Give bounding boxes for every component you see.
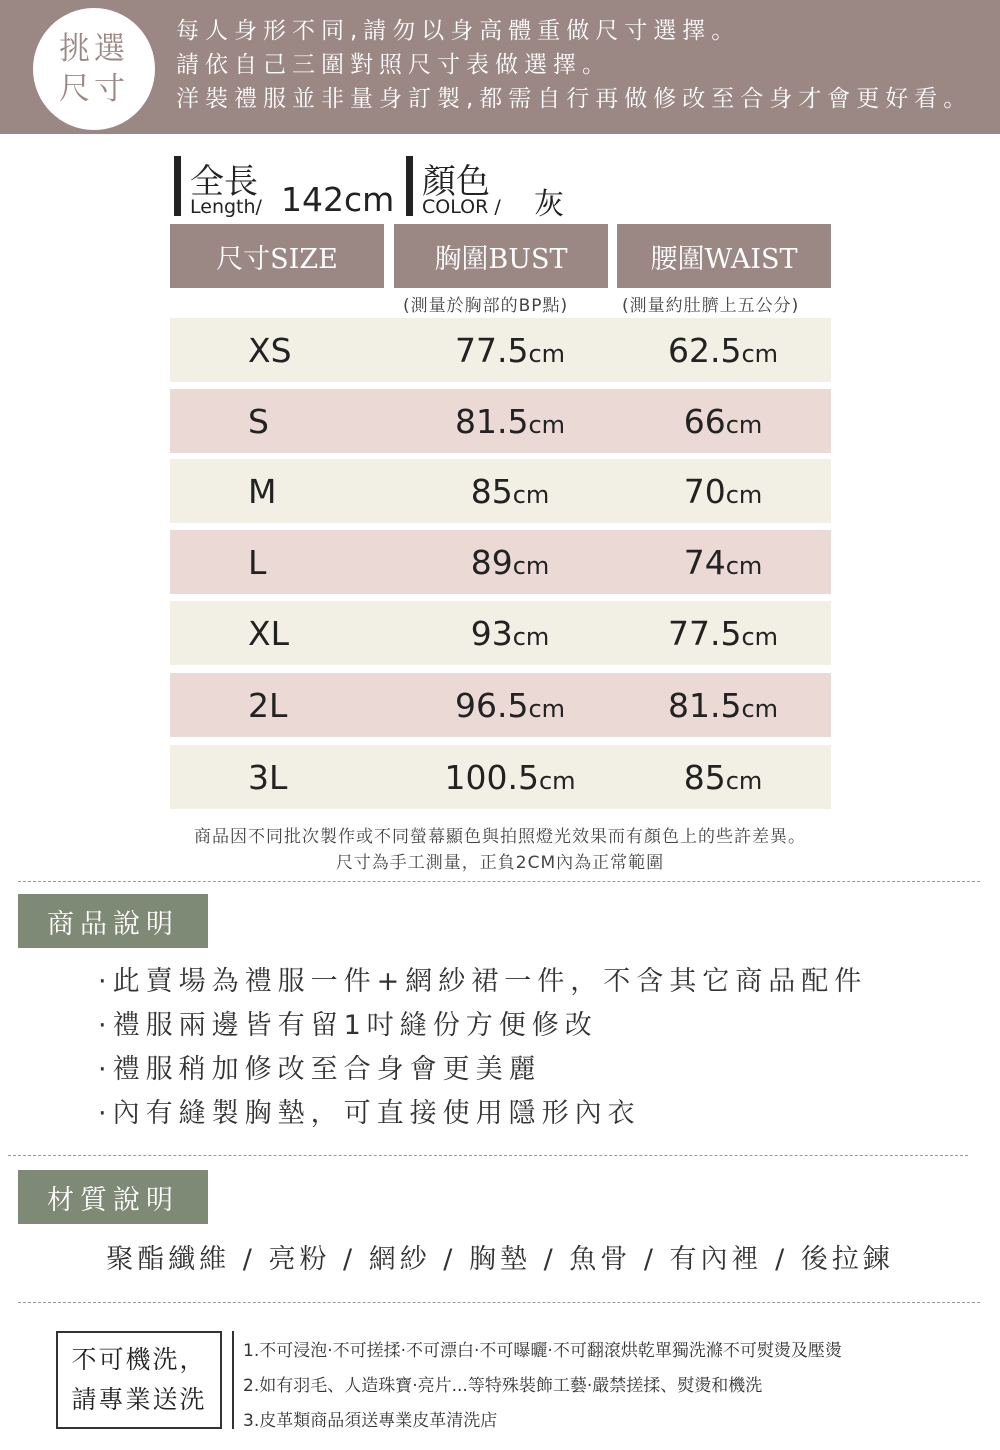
length-label: Length/ (190, 196, 262, 218)
bust-note: (測量於胸部的BP點) (403, 296, 569, 316)
unit-label: cm (512, 480, 550, 509)
care-box-line2: 請專業送洗 (71, 1385, 207, 1414)
unit-label: cm (725, 551, 763, 580)
header-size: 尺寸SIZE (170, 224, 384, 288)
unit-label: cm (741, 339, 779, 368)
waist-cell (684, 758, 763, 797)
unit-label: cm (725, 410, 763, 439)
size-badge-line2: 尺寸 (59, 71, 129, 107)
bust-cell (444, 758, 575, 797)
unit-label: cm (528, 694, 566, 723)
table-row (170, 673, 831, 737)
unit-label: cm (512, 622, 550, 651)
waist-cell (668, 686, 778, 725)
care-item: 1.不可浸泡‧不可搓揉‧不可漂白‧不可曝曬‧不可翻滾烘乾單獨洗滌不可熨燙及壓燙 (243, 1341, 842, 1361)
table-row (170, 318, 831, 382)
color-spec (406, 156, 586, 222)
table-row (170, 601, 831, 665)
product-bullet: ·禮服稍加修改至合身會更美麗 (98, 1054, 542, 1085)
bust-value: 93 (470, 613, 513, 653)
product-bullet: ·此賣場為禮服一件+網紗裙一件，不含其它商品配件 (98, 966, 868, 997)
color-marker (406, 156, 413, 216)
instruction-line: 洋裝禮服並非量身訂製,都需自行再做修改至合身才會更好看。 (176, 86, 973, 112)
divider (18, 1302, 980, 1303)
size-cell: 3L (248, 757, 288, 797)
care-box-line1: 不可機洗， (71, 1345, 207, 1374)
length-value: 142cm (281, 180, 395, 219)
bust-value: 100.5 (444, 757, 539, 797)
waist-value: 85 (683, 757, 726, 797)
instruction-line: 請依自己三圍對照尺寸表做選擇。 (176, 52, 611, 78)
material-list: 聚酯纖維 / 亮粉 / 網紗 / 胸墊 / 魚骨 / 有內裡 / 後拉鍊 (106, 1244, 894, 1275)
waist-value: 81.5 (667, 685, 742, 725)
bust-cell (455, 331, 565, 370)
care-item: 2.如有羽毛、人造珠寶‧亮片...等特殊裝飾工藝‧嚴禁搓揉、熨燙和機洗 (243, 1376, 763, 1396)
length-title: 全長 (190, 162, 258, 202)
unit-label: cm (512, 551, 550, 580)
length-marker (174, 156, 181, 216)
product-bullet: ·內有縫製胸墊，可直接使用隱形內衣 (98, 1098, 641, 1129)
waist-cell (684, 472, 763, 511)
waist-value: 77.5 (667, 613, 742, 653)
size-badge-line1: 挑選 (59, 31, 129, 67)
waist-cell (684, 543, 763, 582)
length-spec (174, 156, 404, 218)
waist-cell (668, 614, 778, 653)
waist-cell (668, 331, 778, 370)
bust-value: 85 (470, 471, 513, 511)
unit-label: cm (741, 694, 779, 723)
table-row (170, 389, 831, 453)
unit-label: cm (725, 480, 763, 509)
measure-disclaimer: 尺寸為手工測量，正負2CM內為正常範圍 (335, 853, 665, 873)
bust-cell (455, 686, 565, 725)
header-bust: 胸圍BUST (394, 224, 608, 288)
care-separator (232, 1331, 234, 1429)
table-row (170, 530, 831, 594)
bust-cell (471, 543, 550, 582)
size-badge (33, 8, 155, 130)
product-section-title: 商品說明 (18, 894, 208, 948)
product-bullet: ·禮服兩邊皆有留1吋縫份方便修改 (98, 1010, 598, 1041)
size-cell: S (248, 401, 269, 441)
bust-value: 96.5 (454, 685, 529, 725)
color-value: 灰 (534, 187, 564, 222)
color-title: 顏色 (422, 162, 490, 202)
size-cell: XL (248, 613, 289, 653)
size-cell: M (248, 471, 277, 511)
table-row (170, 459, 831, 523)
size-cell: L (248, 542, 267, 582)
bust-value: 77.5 (454, 330, 529, 370)
no-machine-wash-box (56, 1331, 222, 1429)
care-instructions (243, 1334, 842, 1439)
bust-cell (455, 402, 565, 441)
bust-value: 81.5 (454, 401, 529, 441)
table-row (170, 745, 831, 809)
color-label: COLOR / (422, 196, 501, 218)
size-guide-instructions (176, 14, 972, 116)
waist-note: (測量約肚臍上五公分) (622, 296, 800, 316)
waist-value: 62.5 (667, 330, 742, 370)
size-cell: 2L (248, 685, 288, 725)
waist-value: 66 (683, 401, 726, 441)
material-section-title: 材質說明 (18, 1170, 208, 1224)
waist-value: 70 (683, 471, 726, 511)
bust-cell (471, 472, 550, 511)
unit-label: cm (538, 766, 576, 795)
bust-cell (471, 614, 550, 653)
unit-label: cm (725, 766, 763, 795)
product-bullets (98, 960, 867, 1136)
divider (18, 881, 980, 882)
size-guide-header (0, 0, 1000, 134)
size-cell: XS (248, 330, 292, 370)
unit-label: cm (528, 410, 566, 439)
care-item: 3.皮革類商品須送專業皮革清洗店 (243, 1411, 498, 1431)
header-waist: 腰圍WAIST (617, 224, 831, 288)
color-disclaimer: 商品因不同批次製作或不同螢幕顯色與拍照燈光效果而有顏色上的些許差異。 (194, 827, 806, 847)
unit-label: cm (741, 622, 779, 651)
bust-value: 89 (470, 542, 513, 582)
divider (8, 1155, 968, 1156)
instruction-line: 每人身形不同,請勿以身高體重做尺寸選擇。 (176, 18, 741, 44)
unit-label: cm (528, 339, 566, 368)
waist-cell (684, 402, 763, 441)
waist-value: 74 (683, 542, 726, 582)
